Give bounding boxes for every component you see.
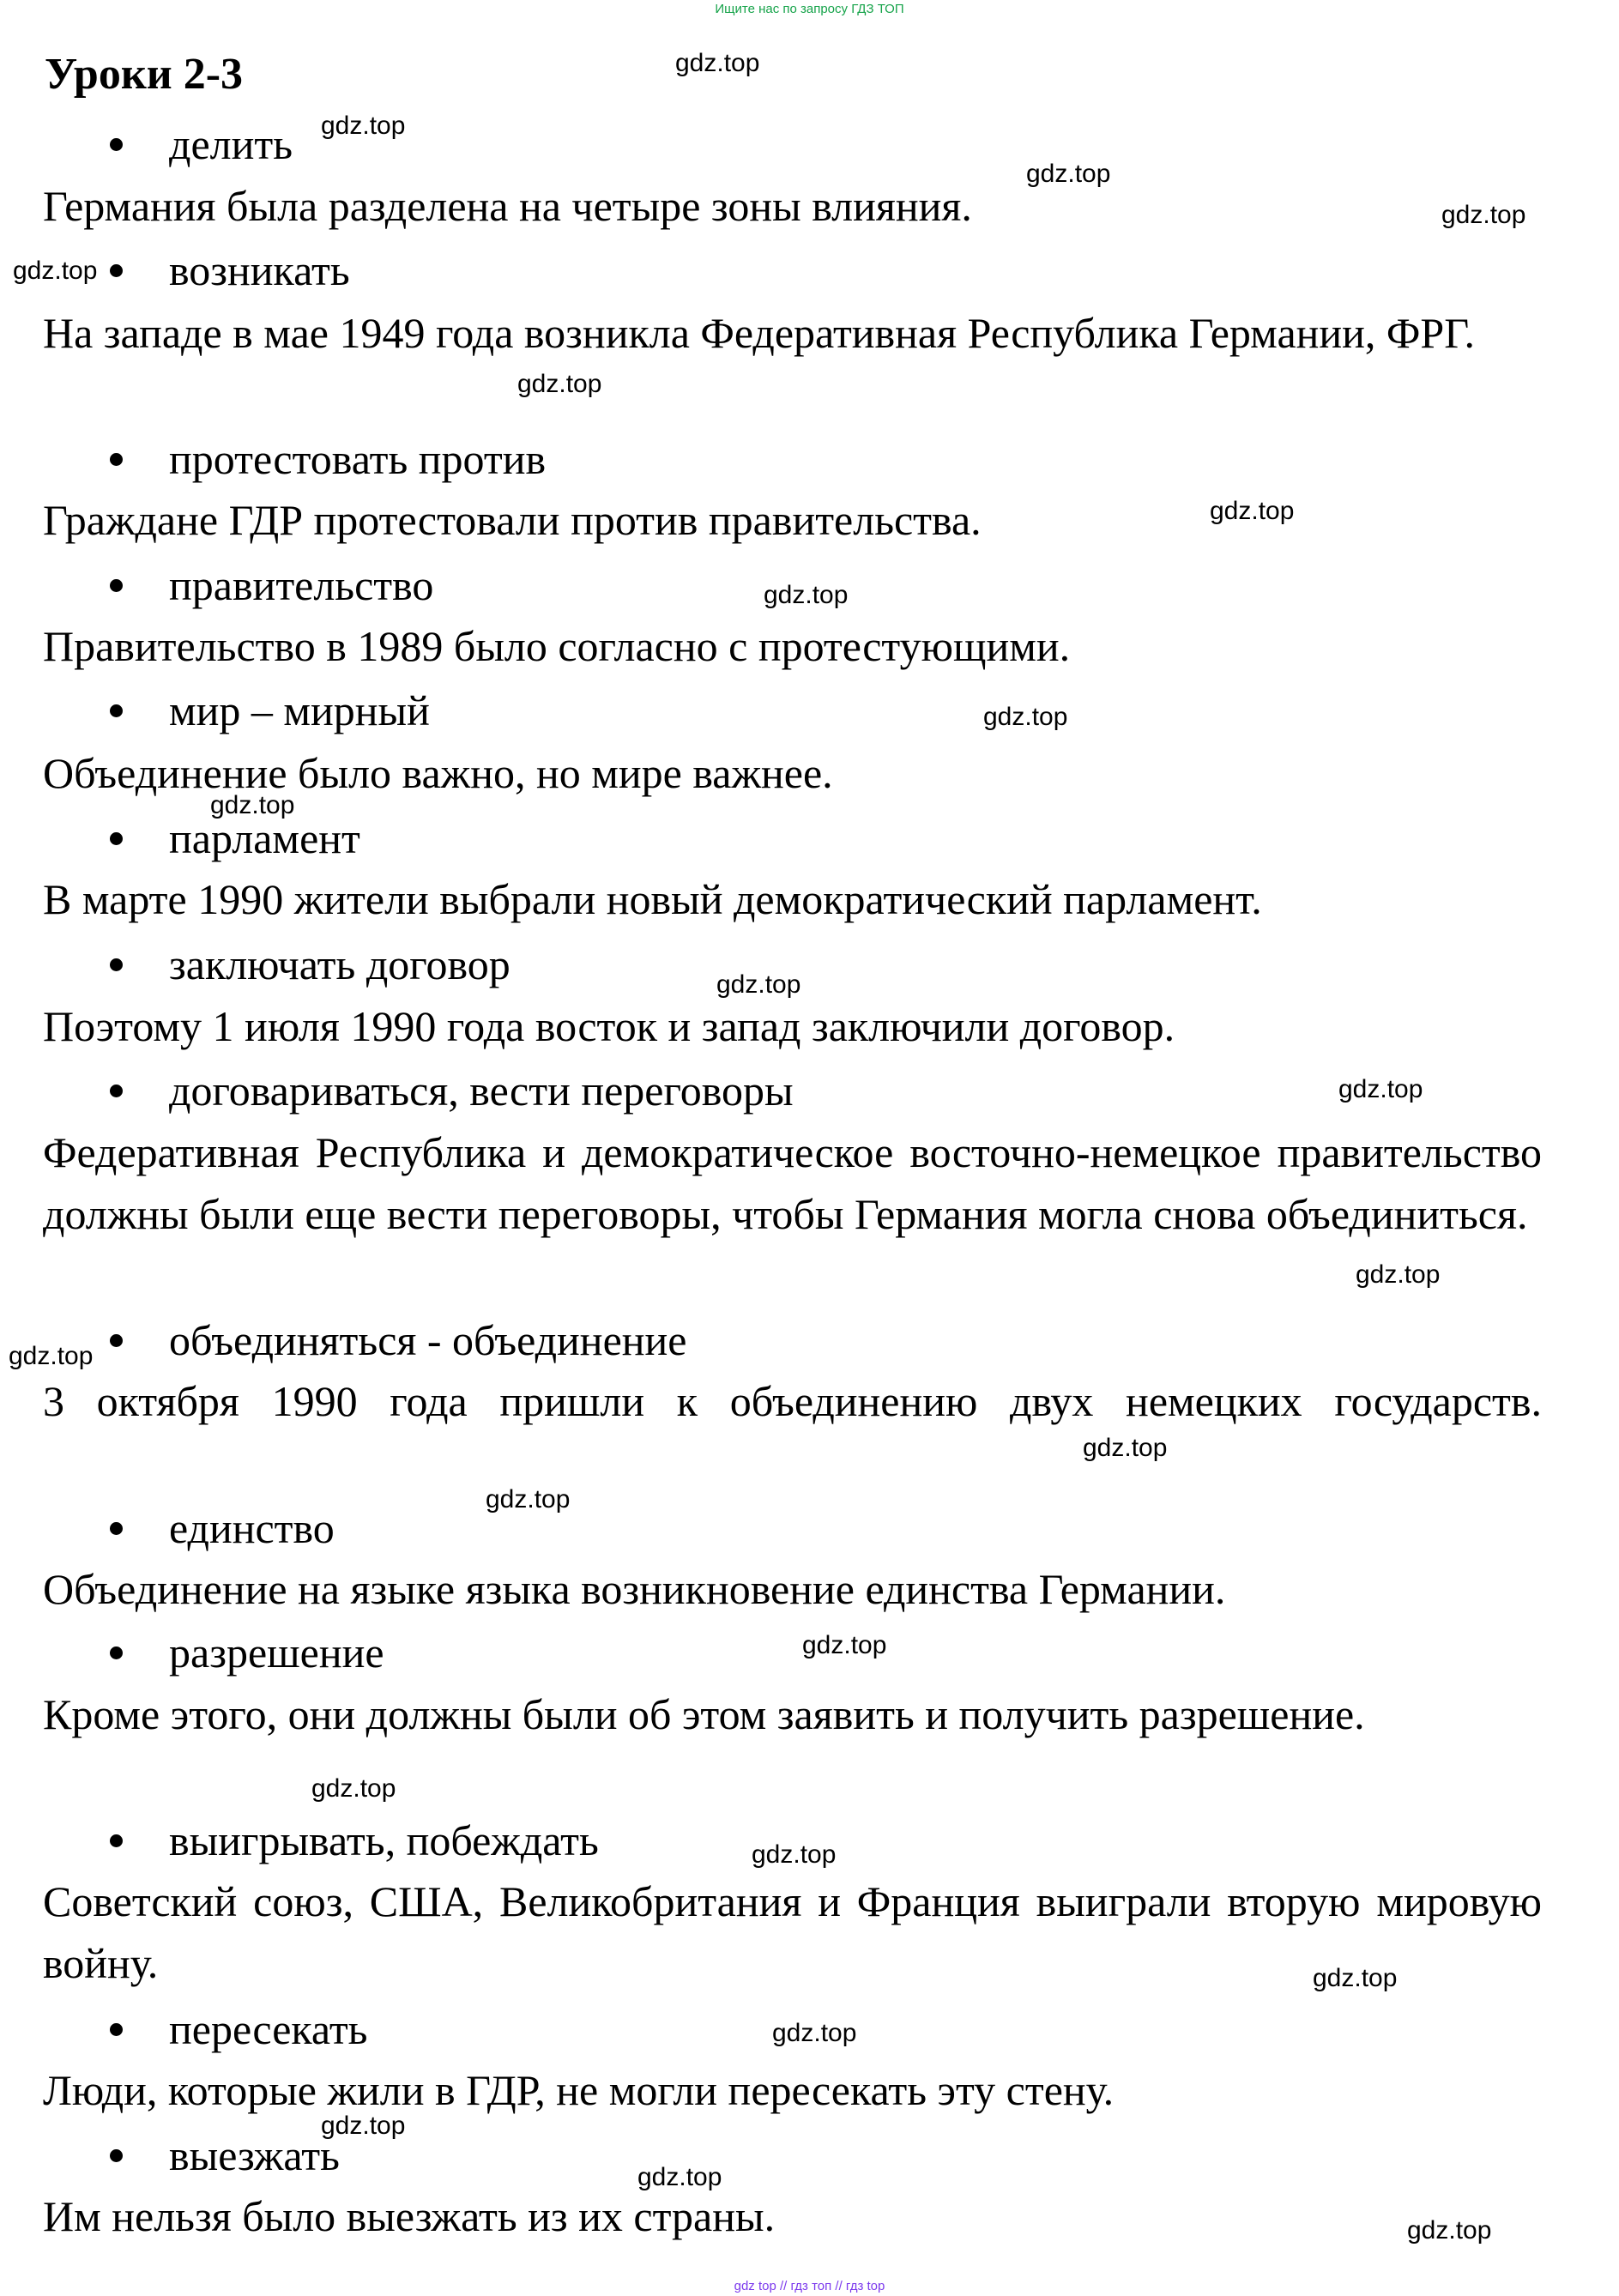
watermark: gdz.top	[983, 703, 1068, 731]
watermark: gdz.top	[311, 1774, 396, 1803]
watermark: gdz.top	[486, 1485, 571, 1514]
bullet-icon	[110, 1085, 123, 1097]
watermark: gdz.top	[764, 581, 849, 609]
vocab-term: парламент	[169, 814, 360, 862]
bullet-icon	[110, 1834, 123, 1847]
vocab-term: правительство	[169, 561, 434, 609]
bullet-icon	[110, 958, 123, 971]
vocab-term: протестовать против	[169, 435, 547, 483]
watermark: gdz.top	[1441, 201, 1526, 229]
example-sentence: В марте 1990 жители выбрали новый демократический парламент.	[43, 875, 1262, 923]
watermark: gdz.top	[321, 2112, 406, 2140]
watermark: gdz.top	[1313, 1964, 1398, 1992]
vocab-term: делить	[169, 120, 293, 168]
bullet-icon	[110, 2149, 123, 2162]
vocab-term: договариваться, вести переговоры	[169, 1066, 794, 1115]
watermark: gdz.top	[1338, 1075, 1423, 1103]
example-sentence: Им нельзя было выезжать из их страны.	[43, 2192, 776, 2240]
example-sentence: Люди, которые жили в ГДР, не могли пересекать эту стену.	[43, 2066, 1115, 2114]
vocab-term: мир – мирный	[169, 686, 430, 734]
vocab-term: пересекать	[169, 2005, 368, 2053]
vocab-term: заключать договор	[169, 940, 510, 988]
watermark: gdz.top	[517, 370, 602, 398]
watermark: gdz.top	[802, 1631, 887, 1659]
example-sentence: Советский союз, США, Великобритания и Франция выиграли вторую мировую войну.	[43, 1877, 1542, 1987]
bullet-icon	[110, 704, 123, 717]
example-sentence: Германия была разделена на четыре зоны влияния.	[43, 182, 972, 230]
vocab-term: разрешение	[169, 1628, 384, 1677]
watermark: gdz.top	[1083, 1434, 1168, 1462]
bullet-icon	[110, 1522, 123, 1535]
vocab-term: выигрывать, побеждать	[169, 1816, 599, 1864]
vocab-term: единство	[169, 1504, 335, 1552]
bullet-icon	[110, 453, 123, 466]
watermark: gdz.top	[1210, 497, 1295, 525]
bullet-icon	[110, 2023, 123, 2036]
example-sentence: Кроме этого, они должны были об этом заявить и получить разрешение.	[43, 1690, 1365, 1738]
example-sentence: 3 октября 1990 года пришли к объединению двух немецких государств.	[43, 1377, 1542, 1425]
example-sentence: На западе в мае 1949 года возникла Федеративная Республика Германии, ФРГ.	[43, 309, 1475, 357]
watermark: gdz.top	[321, 112, 406, 140]
watermark: gdz.top	[1407, 2216, 1492, 2245]
header-search-note: Ищите нас по запросу ГДЗ ТОП	[715, 2, 904, 16]
bullet-icon	[110, 1334, 123, 1347]
footer-note: gdz top // гдз топ // гдз top	[734, 2279, 885, 2293]
example-sentence: Граждане ГДР протестовали против правительства.	[43, 496, 982, 544]
example-sentence: Поэтому 1 июля 1990 года восток и запад заключили договор.	[43, 1002, 1175, 1050]
watermark: gdz.top	[1026, 160, 1111, 188]
watermark: gdz.top	[772, 2019, 857, 2047]
watermark: gdz.top	[13, 257, 98, 285]
watermark: gdz.top	[752, 1840, 837, 1869]
watermark: gdz.top	[716, 970, 801, 999]
vocab-term: выезжать	[169, 2131, 340, 2179]
watermark: gdz.top	[210, 791, 295, 819]
bullet-icon	[110, 1646, 123, 1659]
watermark: gdz.top	[637, 2163, 722, 2191]
watermark: gdz.top	[675, 49, 760, 77]
bullet-icon	[110, 138, 123, 151]
vocab-term: возникать	[169, 246, 350, 294]
watermark: gdz.top	[1356, 1260, 1441, 1289]
example-sentence: Федеративная Республика и демократическое восточно-немецкое правительство должны были еще вести переговоры, чтобы Германия могла снова объединиться.	[43, 1128, 1542, 1238]
bullet-icon	[110, 264, 123, 277]
example-sentence: Объединение было важно, но мире важнее.	[43, 749, 833, 797]
bullet-icon	[110, 832, 123, 845]
example-sentence: Объединение на языке языка возникновение единства Германии.	[43, 1565, 1226, 1613]
watermark: gdz.top	[9, 1342, 94, 1370]
vocab-term: объединяться - объединение	[169, 1316, 687, 1364]
bullet-icon	[110, 579, 123, 592]
example-sentence: Правительство в 1989 было согласно с протестующими.	[43, 622, 1071, 670]
page-title: Уроки 2-3	[45, 50, 244, 99]
